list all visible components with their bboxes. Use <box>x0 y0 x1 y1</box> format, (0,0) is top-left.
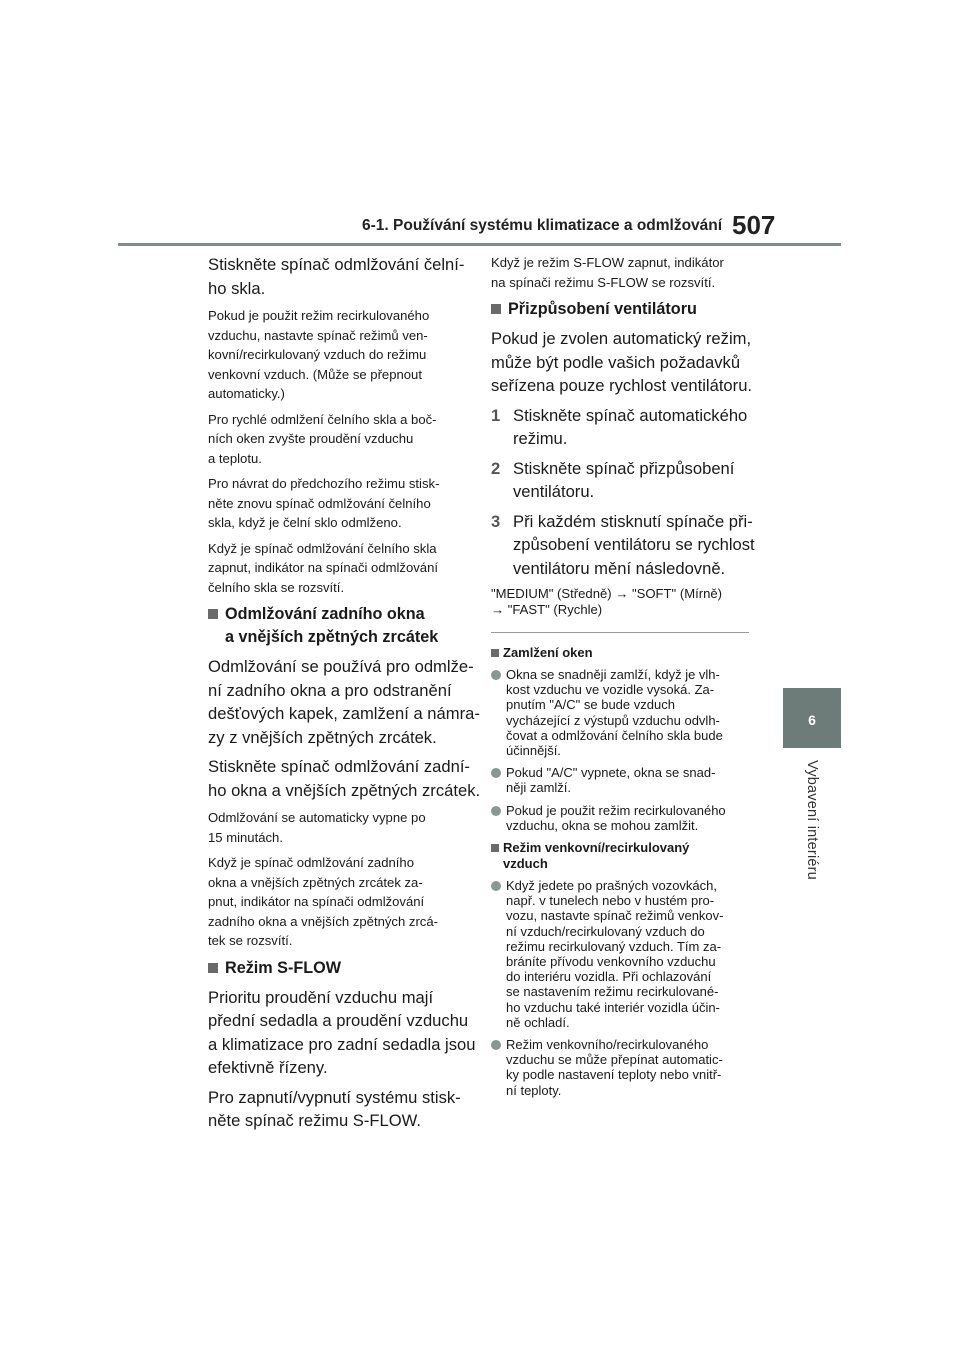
bullet-item: Pokud "A/C" vypnete, okna se snad- něji zamlží. <box>491 765 749 795</box>
bullet-item: Režim venkovního/recirkulovaného vzduchu se může přepínat automatic- ky podle nastavení teploty nebo vnitř- ní teploty. <box>491 1037 749 1098</box>
fan-speed-sequence: "MEDIUM" (Středně) → "SOFT" (Mírně) → "FAST" (Rychle) <box>491 586 723 617</box>
rear-defog-heading: Odmlžování zadního okna a vnějších zpětných zrcátek <box>208 603 468 649</box>
step-item: 2 Stiskněte spínač přizpůsobení ventilátoru. <box>491 457 749 504</box>
chapter-number: 6 <box>808 712 816 728</box>
bullet-item: Pokud je použit režim recirkulovaného vzduchu, okna se mohou zamlžit. <box>491 803 749 833</box>
rear-defog-note-indicator: Když je spínač odmlžování zadního okna a vnějších zpětných zrcátek za- pnut, indikátor na spínači odmlžování zadního okna a vnějších zpětných zrcá- tek se rozsvítí. <box>208 855 438 948</box>
windshield-note-recirculation: Pokud je použit režim recirkulovaného vzduchu, nastavte spínač režimů ven- kovní/recirkulovaný vzduch do režimu venkovní vzduch. (Může se přepnout automaticky.) <box>208 308 430 401</box>
sflow-instruction: Pro zapnutí/vypnutí systému stisk- něte spínač režimu S-FLOW. <box>208 1087 461 1130</box>
round-bullet-icon <box>491 806 501 816</box>
chapter-label: Vybavení interiéru <box>804 760 820 880</box>
sflow-heading: Režim S-FLOW <box>208 957 468 980</box>
step-number: 3 <box>491 511 501 531</box>
step-item: 1 Stiskněte spínač automatického režimu. <box>491 404 749 451</box>
step-number: 2 <box>491 458 501 478</box>
windshield-note-return: Pro návrat do předchozího režimu stisk- něte znovu spínač odmlžování čelního skla, když je čelní sklo odmlženo. <box>208 476 440 530</box>
square-bullet-icon <box>491 304 501 314</box>
fan-customize-heading: Přizpůsobení ventilátoru <box>491 298 749 321</box>
round-bullet-icon <box>491 1040 501 1050</box>
left-column <box>208 253 481 1139</box>
step-number: 1 <box>491 405 501 425</box>
page-number: 507 <box>732 210 776 240</box>
square-bullet-icon <box>208 609 218 619</box>
fan-customize-description: Pokud je zvolen automatický režim, může být podle vašich požadavků seřízena pouze rychlost ventilátoru. <box>491 329 753 395</box>
windshield-defog-instruction: Stiskněte spínač odmlžování čelní- ho skla. <box>208 255 465 298</box>
sflow-note-indicator: Když je režim S-FLOW zapnut, indikátor na spínači režimu S-FLOW se rozsvítí. <box>491 255 724 290</box>
section-divider <box>491 632 749 633</box>
step-item: 3 Při každém stisknutí spínače při- způsobení ventilátoru se rychlost ventilátoru mění následovně. <box>491 510 749 581</box>
right-column <box>491 253 755 1105</box>
fogging-heading: Zamlžení oken <box>491 645 749 661</box>
sflow-description: Prioritu proudění vzduchu mají přední sedadla a proudění vzduchu a klimatizace pro zadní sedadla jsou efektivně řízeny. <box>208 987 476 1077</box>
section-title: 6-1. Používání systému klimatizace a odmlžování <box>362 217 723 234</box>
windshield-note-fast-defog: Pro rychlé odmlžení čelního skla a boč- ních oken zvyšte proudění vzduchu a teplotu. <box>208 411 437 466</box>
bullet-item: Okna se snadněji zamlží, když je vlh- kost vzduchu ve vozidle vysoká. Za- pnutím "A/C" se bude vzduch vycházející z výstupů vzduchu odvlh- čovat a odmlžování čelního skla bude účinnější. <box>491 667 749 758</box>
rear-defog-note-auto-off: Odmlžování se automaticky vypne po 15 minutách. <box>208 810 426 845</box>
rear-defog-instruction: Stiskněte spínač odmlžování zadní- ho okna a vnějších zpětných zrcátek. <box>208 757 481 800</box>
header-divider <box>118 243 841 246</box>
round-bullet-icon <box>491 881 501 891</box>
square-bullet-icon <box>491 649 499 657</box>
recirculation-heading: Režim venkovní/recirkulovaný vzduch <box>491 840 749 872</box>
round-bullet-icon <box>491 670 501 680</box>
round-bullet-icon <box>491 768 501 778</box>
rear-defog-description: Odmlžování se používá pro odmlže- ní zadního okna a pro odstranění dešťových kapek, zamlžení a námra- zy z vnějších zpětných zrcátek. <box>208 657 480 747</box>
square-bullet-icon <box>208 963 218 973</box>
square-bullet-icon <box>491 844 499 852</box>
windshield-note-indicator: Když je spínač odmlžování čelního skla zapnut, indikátor na spínači odmlžování čelního skla se rozsvítí. <box>208 540 439 595</box>
bullet-item: Když jedete po prašných vozovkách, např. v tunelech nebo v hustém pro- vozu, nastavte spínač režimů venkov- ní vzduch/recirkulovaný vzduch do režimu recirkulovaný vzduch. Tím za- bráníte přívodu venkovního vzduchu do interiéru vozidla. Při ochlazování se nastavením režimu recirkulované- ho vzduchu také interiér vozidla účin- ně ochladí. <box>491 878 749 1030</box>
